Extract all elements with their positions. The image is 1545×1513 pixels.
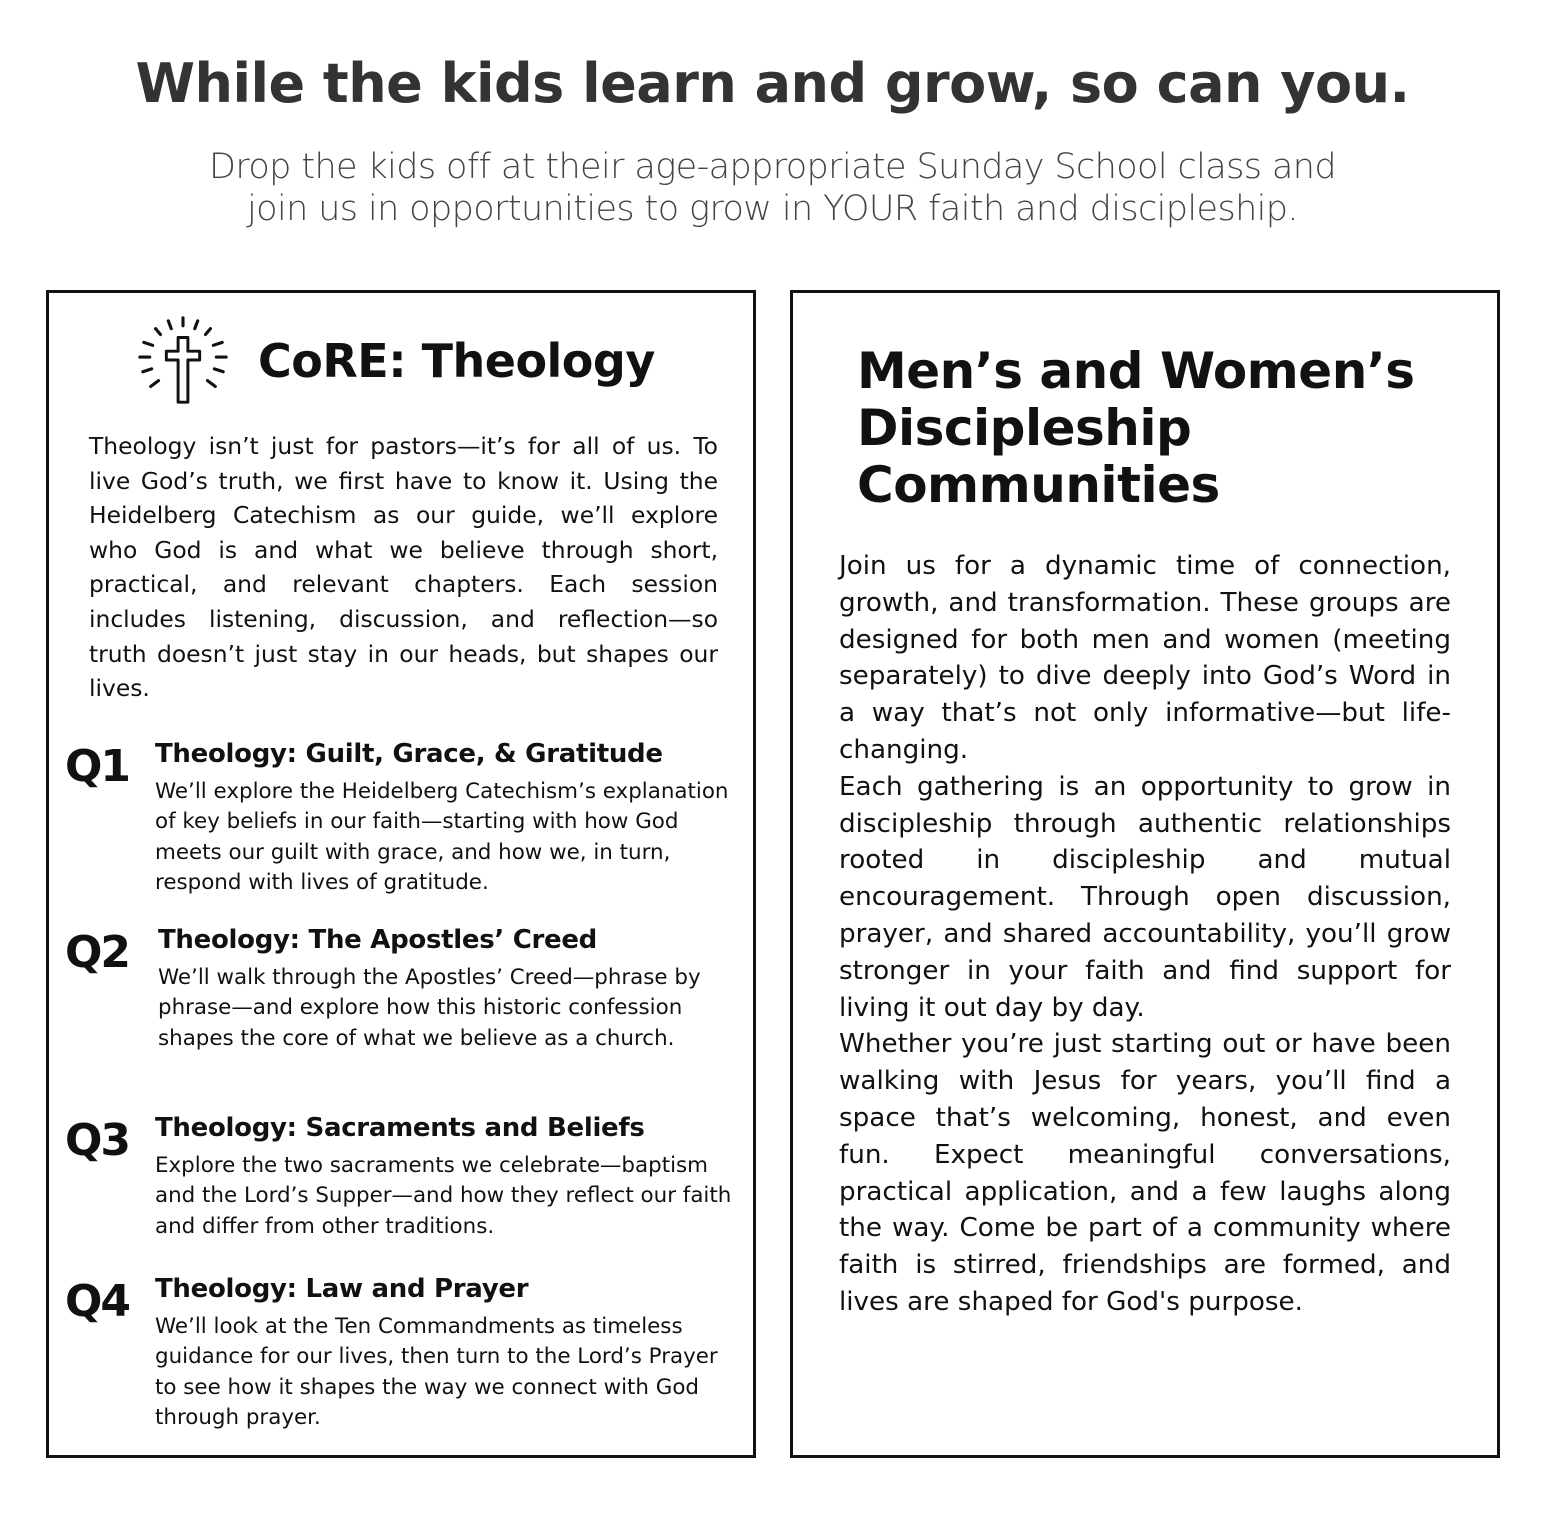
quarter-body bbox=[155, 1111, 735, 1242]
discipleship-title-line-1: Men’s and Women’s bbox=[857, 342, 1415, 400]
subheadline-line-2: join us in opportunities to grow in YOUR faith and discipleship. bbox=[247, 189, 1298, 229]
quarter-body bbox=[155, 737, 735, 899]
quarter-body bbox=[155, 1272, 735, 1434]
core-title: CoRE: Theology bbox=[258, 333, 655, 388]
headline: While the kids learn and grow, so can you. bbox=[135, 52, 1410, 115]
quarter-description: We’ll explore the Heidelberg Catechism’s explanation of key beliefs in our faith—starting with how God meets our guilt with grace, and how we, in turn, respond with lives of gratitude. bbox=[155, 779, 729, 896]
quarter-description: We’ll look at the Ten Commandments as timeless guidance for our lives, then turn to the Lord’s Prayer to see how it shapes the way we connect with God through prayer. bbox=[155, 1314, 718, 1431]
cross-with-rays-icon bbox=[134, 312, 232, 410]
core-intro: Theology isn’t just for pastors—it’s for all of us. To live God’s truth, we first have to know it. Using the Heidelberg Catechism as our guide, we’ll explore who God is and what we believe through short, practical, and relevant chapters. Each session includes listening, discussion, and reflection—so truth doesn’t just stay in our heads, but shapes our lives. bbox=[89, 432, 718, 703]
discipleship-title-line-2: Discipleship bbox=[857, 399, 1192, 457]
quarter-label: Q2 bbox=[65, 927, 130, 978]
quarter-description: Explore the two sacraments we celebrate—baptism and the Lord’s Supper—and how they reflect our faith and differ from other traditions. bbox=[155, 1153, 732, 1239]
quarter-label: Q3 bbox=[65, 1115, 130, 1166]
quarter-title: Theology: Guilt, Grace, & Gratitude bbox=[155, 739, 663, 769]
discipleship-body bbox=[839, 548, 1451, 1321]
quarter-title: Theology: The Apostles’ Creed bbox=[158, 925, 597, 955]
quarter-title: Theology: Law and Prayer bbox=[155, 1274, 529, 1304]
quarter-label: Q4 bbox=[65, 1276, 130, 1327]
quarter-title: Theology: Sacraments and Beliefs bbox=[155, 1113, 645, 1143]
core-theology-panel bbox=[46, 290, 756, 1458]
discipleship-panel bbox=[790, 290, 1500, 1458]
discipleship-paragraph-3: Whether you’re just starting out or have been walking with Jesus for years, you’ll find a space that’s welcoming, honest, and even fun. Expect meaningful conversations, practical application, and a few laughs along the way. Come be part of a community where faith is stirred, friendships are formed, and lives are shaped for God's purpose. bbox=[839, 1029, 1451, 1317]
quarter-description: We’ll walk through the Apostles’ Creed—phrase by phrase—and explore how this historic confession shapes the core of what we believe as a church. bbox=[158, 965, 701, 1051]
discipleship-title-line-3: Communities bbox=[857, 456, 1220, 514]
quarter-body bbox=[158, 923, 738, 1054]
discipleship-paragraph-2: Each gathering is an opportunity to grow in discipleship through authentic relationships rooted in discipleship and mutual encouragement. Through open discussion, prayer, and shared accountability, you’ll grow stronger in your faith and find support for living it out day by day. bbox=[839, 771, 1451, 1023]
subheadline-line-1: Drop the kids off at their age-appropriate Sunday School class and bbox=[209, 147, 1336, 187]
subheadline bbox=[0, 146, 1545, 230]
core-header bbox=[134, 313, 655, 408]
discipleship-title bbox=[857, 343, 1477, 514]
discipleship-paragraph-1: Join us for a dynamic time of connection, growth, and transformation. These groups are designed for both men and women (meeting separately) to dive deeply into God’s Word in a way that’s not only informative—but life-changing. bbox=[839, 551, 1451, 765]
quarter-label: Q1 bbox=[65, 741, 130, 792]
